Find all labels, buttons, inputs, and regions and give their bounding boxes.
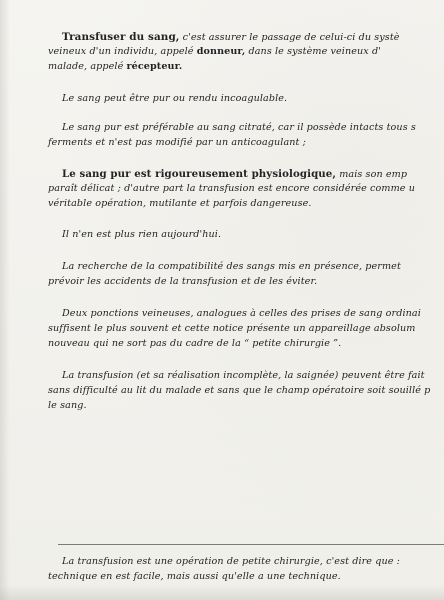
paragraph-1-line-2 <box>48 46 381 58</box>
paragraph-2-line-1: Le sang peut être pur ou rendu incoagulable. <box>62 93 288 104</box>
term-recepteur: récepteur. <box>126 61 183 72</box>
paragraph-3-line-2: ferments et n'est pas modifié par un anticoagulant ; <box>48 137 306 148</box>
paragraph-4-line-1 <box>62 168 407 181</box>
paragraph-7-line-1: Deux ponctions veineuses, analogues à celles des prises de sang ordinai <box>62 308 421 319</box>
paragraph-1-text: c'est assurer le passage de celui-ci du systè <box>179 32 400 43</box>
paragraph-1-text: dans le système veineux d' <box>245 46 381 57</box>
footer-line-2: technique en est facile, mais aussi qu'elle a une technique. <box>48 571 341 582</box>
paragraph-8-line-2: sans difficulté au lit du malade et sans que le champ opératoire soit souillé p <box>48 385 431 396</box>
paragraph-7-line-3: nouveau qui ne sort pas du cadre de la “ petite chirurgie ”. <box>48 338 342 349</box>
paragraph-6-line-1: La recherche de la compatibilité des sangs mis en présence, permet <box>62 261 401 272</box>
paragraph-1-line-1 <box>62 31 400 44</box>
paragraph-1-line-3 <box>48 61 182 73</box>
term-donneur: donneur, <box>196 46 246 57</box>
paragraph-4-text: mais son emp <box>336 169 408 180</box>
paragraph-4-line-3: véritable opération, mutilante et parfois dangereuse. <box>48 198 312 209</box>
paragraph-4-line-2: paraît délicat ; d'autre part la transfusion est encore considérée comme u <box>48 183 416 194</box>
paragraph-3-line-1: Le sang pur est préférable au sang citraté, car il possède intacts tous s <box>62 122 416 133</box>
paragraph-6-line-2: prévoir les accidents de la transfusion et de les éviter. <box>48 276 318 287</box>
term-transfuser: Transfuser du sang, <box>62 31 180 43</box>
footer-divider <box>58 544 444 545</box>
paragraph-7-line-2: suffisent le plus souvent et cette notice présente un appareillage absolum <box>48 323 416 334</box>
paragraph-5-line-1: Il n'en est plus rien aujourd'hui. <box>62 229 222 240</box>
paragraph-8-line-1: La transfusion (et sa réalisation incomplète, la saignée) peuvent être fait <box>62 370 425 381</box>
paragraph-1-text: malade, appelé <box>48 61 127 72</box>
paragraph-1-text: veineux d'un individu, appelé <box>48 46 197 57</box>
emphasis-sang-pur: Le sang pur est rigoureusement physiologique, <box>62 168 337 180</box>
page-bottom-edge <box>0 585 444 600</box>
footer-line-1: La transfusion est une opération de petite chirurgie, c'est dire que : <box>62 556 401 567</box>
paragraph-8-line-3: le sang. <box>48 400 87 411</box>
